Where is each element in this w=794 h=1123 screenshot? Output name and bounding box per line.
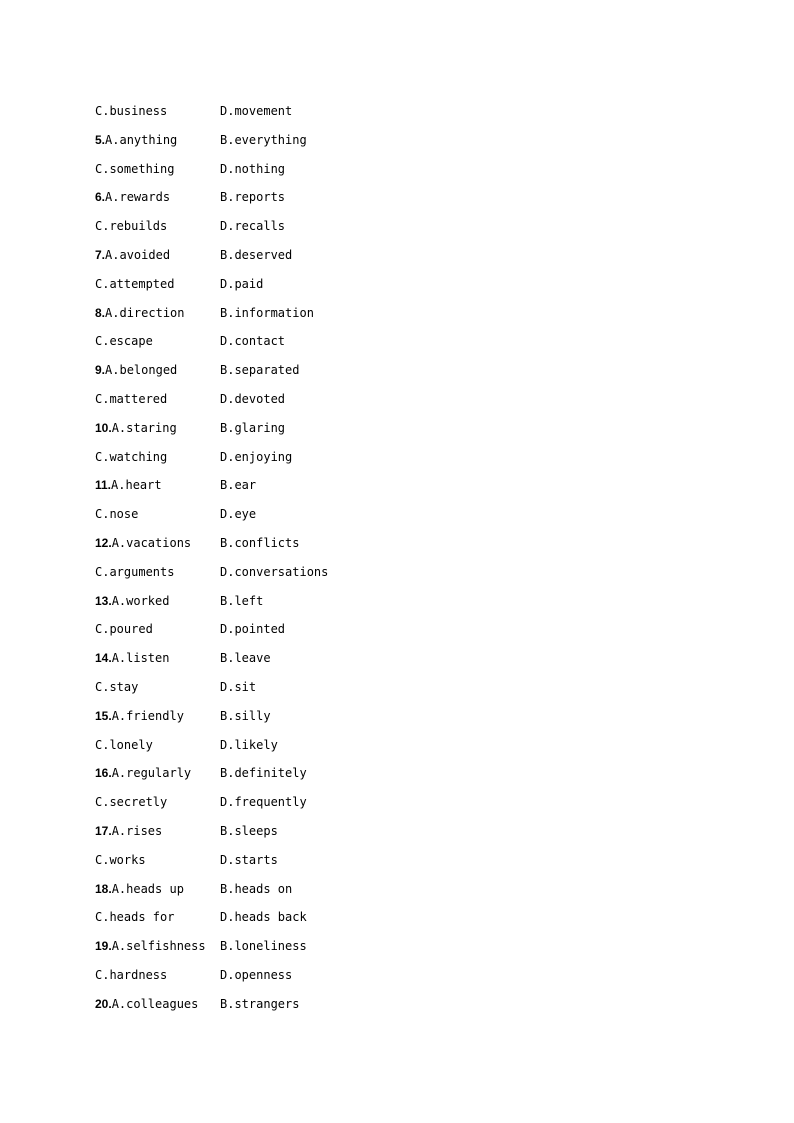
option-left-cell: [95, 130, 177, 150]
option-right-cell: [220, 447, 292, 467]
option-right-cell: [220, 619, 285, 639]
option-right-text: B.everything: [220, 132, 307, 147]
option-right-cell: [220, 763, 307, 783]
option-right-cell: [220, 591, 263, 611]
option-right-text: B.reports: [220, 190, 286, 205]
option-left-text: C.poured: [95, 622, 153, 637]
option-right-cell: [220, 907, 307, 927]
option-left-text: C.stay: [95, 680, 139, 694]
option-left-text: A.friendly: [111, 708, 184, 723]
option-left-cell: [95, 591, 169, 611]
option-right-text: D.nothing: [220, 161, 286, 176]
question-number: 9.: [95, 363, 106, 378]
option-left-text: C.rebuilds: [95, 219, 168, 234]
option-left-cell: [95, 418, 177, 438]
option-right-text: D.paid: [220, 276, 264, 291]
option-left-cell: [95, 677, 138, 697]
option-right-text: D.starts: [220, 852, 278, 867]
option-left-text: A.belonged: [105, 363, 178, 378]
option-left-cell: [95, 360, 177, 380]
option-left-text: C.works: [95, 852, 146, 867]
option-right-text: D.eye: [220, 507, 257, 522]
option-right-text: B.deserved: [220, 248, 293, 262]
option-left-text: A.selfishness: [111, 939, 206, 954]
option-right-text: B.leave: [220, 651, 271, 666]
option-right-text: B.ear: [220, 478, 257, 493]
option-right-cell: [220, 187, 285, 207]
question-number: 5.: [95, 132, 106, 147]
option-left-text: C.arguments: [95, 564, 175, 579]
option-right-text: B.silly: [220, 708, 271, 723]
option-right-cell: [220, 303, 314, 323]
option-right-cell: [220, 130, 307, 150]
question-number: 20.: [95, 996, 112, 1011]
option-left-cell: [95, 187, 170, 207]
option-left-text: A.worked: [111, 593, 170, 608]
option-left-text: C.watching: [95, 449, 168, 464]
option-left-cell: [95, 303, 185, 323]
option-right-cell: [220, 245, 292, 265]
option-left-text: C.secretly: [95, 795, 168, 810]
option-left-cell: [95, 907, 174, 927]
option-left-text: C.heads for: [95, 910, 175, 925]
question-number: 12.: [95, 536, 112, 550]
option-left-text: C.escape: [95, 334, 153, 349]
option-right-cell: [220, 274, 263, 294]
option-left-text: C.business: [95, 104, 168, 118]
option-left-text: C.hardness: [95, 968, 168, 982]
option-left-cell: [95, 619, 153, 639]
option-right-text: D.pointed: [220, 622, 286, 637]
option-right-text: B.conflicts: [220, 536, 300, 550]
option-left-text: A.rewards: [105, 190, 171, 205]
option-left-cell: [95, 331, 153, 351]
option-left-cell: [95, 735, 153, 755]
option-right-text: D.sit: [220, 680, 257, 694]
option-left-text: C.mattered: [95, 392, 168, 406]
option-left-text: C.lonely: [95, 737, 153, 752]
option-right-text: B.left: [220, 593, 264, 608]
option-right-cell: [220, 331, 285, 351]
option-left-text: A.heart: [111, 478, 162, 493]
option-left-text: A.listen: [111, 651, 170, 666]
option-right-text: D.recalls: [220, 219, 286, 234]
option-right-cell: [220, 821, 278, 841]
option-left-text: A.rises: [111, 824, 163, 838]
option-left-cell: [95, 821, 162, 841]
option-right-text: D.contact: [220, 334, 286, 349]
option-left-cell: [95, 274, 174, 294]
option-right-cell: [220, 418, 285, 438]
option-right-cell: [220, 101, 292, 121]
option-right-text: D.openness: [220, 968, 293, 982]
option-left-cell: [95, 706, 184, 726]
option-right-text: B.separated: [220, 363, 300, 378]
option-left-cell: [95, 850, 146, 870]
option-right-cell: [220, 994, 299, 1014]
option-left-text: C.attempted: [95, 276, 175, 291]
question-number: 11.: [95, 478, 112, 493]
option-left-cell: [95, 792, 167, 812]
option-right-text: B.information: [220, 305, 314, 320]
option-right-text: D.enjoying: [220, 449, 293, 464]
option-left-cell: [95, 216, 167, 236]
option-left-cell: [95, 101, 167, 121]
option-right-cell: [220, 850, 278, 870]
option-right-cell: [220, 475, 256, 495]
question-number: 7.: [95, 248, 106, 262]
option-right-text: D.frequently: [220, 795, 307, 810]
option-right-cell: [220, 648, 271, 668]
question-number: 14.: [95, 651, 112, 666]
option-right-cell: [220, 936, 307, 956]
option-right-cell: [220, 533, 299, 553]
option-left-cell: [95, 533, 191, 553]
option-right-cell: [220, 706, 271, 726]
option-right-cell: [220, 677, 256, 697]
option-left-text: A.direction: [105, 305, 185, 320]
option-left-cell: [95, 763, 191, 783]
option-right-cell: [220, 792, 307, 812]
option-left-text: A.regularly: [111, 766, 192, 781]
option-left-text: A.anything: [105, 132, 178, 147]
question-number: 18.: [95, 881, 112, 896]
option-left-cell: [95, 879, 184, 899]
option-right-text: B.strangers: [220, 996, 300, 1011]
option-left-cell: [95, 159, 174, 179]
option-left-cell: [95, 562, 174, 582]
question-number: 10.: [95, 420, 112, 435]
question-number: 19.: [95, 939, 112, 954]
option-left-text: A.vacations: [111, 536, 192, 550]
option-left-cell: [95, 994, 198, 1014]
question-number: 6.: [95, 190, 106, 205]
option-right-cell: [220, 159, 285, 179]
question-number: 16.: [95, 766, 112, 781]
question-number: 15.: [95, 708, 112, 723]
option-right-cell: [220, 735, 278, 755]
option-left-cell: [95, 389, 167, 409]
option-right-text: B.loneliness: [220, 939, 307, 954]
option-left-text: A.heads up: [111, 881, 184, 896]
option-right-cell: [220, 562, 328, 582]
option-left-text: A.avoided: [105, 248, 171, 262]
option-right-cell: [220, 504, 256, 524]
option-right-text: B.sleeps: [220, 824, 278, 838]
option-left-cell: [95, 245, 170, 265]
option-left-cell: [95, 936, 206, 956]
option-right-text: D.devoted: [220, 392, 286, 406]
option-right-cell: [220, 216, 285, 236]
option-right-cell: [220, 965, 292, 985]
option-left-cell: [95, 504, 138, 524]
option-left-text: A.staring: [111, 420, 177, 435]
option-right-cell: [220, 389, 285, 409]
option-left-cell: [95, 447, 167, 467]
question-number: 17.: [95, 824, 112, 838]
option-right-text: D.movement: [220, 104, 293, 118]
option-right-text: B.heads on: [220, 881, 293, 896]
option-left-text: A.colleagues: [111, 996, 199, 1011]
question-number: 8.: [95, 305, 106, 320]
option-right-text: B.glaring: [220, 420, 286, 435]
option-right-text: D.likely: [220, 737, 278, 752]
option-left-cell: [95, 965, 167, 985]
option-left-cell: [95, 648, 169, 668]
option-right-cell: [220, 879, 292, 899]
option-right-text: D.conversations: [220, 564, 329, 579]
option-right-cell: [220, 360, 299, 380]
option-left-cell: [95, 475, 162, 495]
question-number: 13.: [95, 593, 112, 608]
option-right-text: B.definitely: [220, 766, 307, 781]
option-right-text: D.heads back: [220, 910, 307, 925]
option-left-text: C.something: [95, 161, 175, 176]
option-left-text: C.nose: [95, 507, 139, 522]
